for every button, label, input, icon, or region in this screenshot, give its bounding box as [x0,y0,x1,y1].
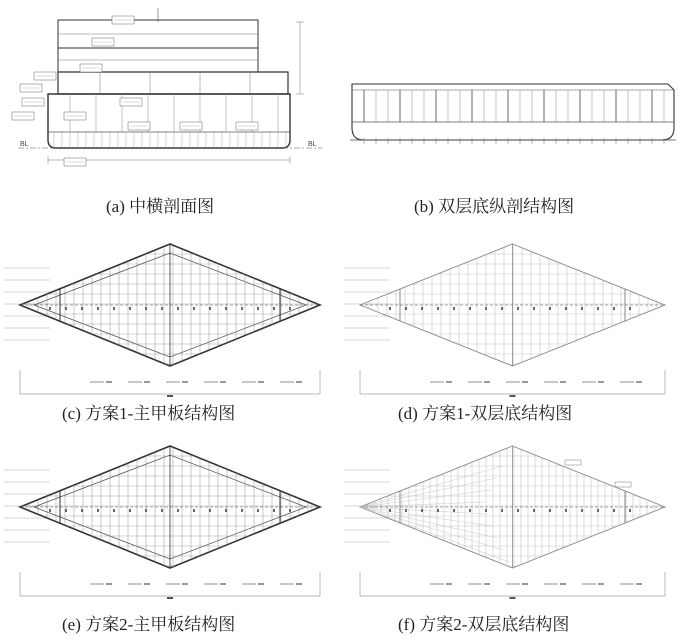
fan-rib [360,507,510,562]
legend-text-mark [220,583,226,585]
marker [501,307,503,310]
panel-d [340,238,685,428]
double-bottom-plan-scheme1 [340,238,685,398]
legend-text-mark [182,583,188,585]
dim-mark [167,395,173,397]
caption-a: (a) 中横剖面图 [106,197,215,216]
marker [549,509,551,512]
marker [453,509,455,512]
marker [581,307,583,310]
marker [225,307,227,310]
marker [193,307,195,310]
legend-text-mark [636,583,642,585]
legend-text-mark [484,381,490,383]
fan-rib [360,507,492,526]
dim-mark [510,597,516,599]
marker [485,307,487,310]
marker [581,509,583,512]
legend-text-mark [598,381,604,383]
marker [49,307,51,310]
legend-text-mark [296,381,302,383]
marker [533,509,535,512]
caption-c: (c) 方案1-主甲板结构图 [62,404,236,423]
marker [241,307,243,310]
marker [65,509,67,512]
marker [405,307,407,310]
marker [289,307,291,310]
marker [273,307,275,310]
marker [97,307,99,310]
legend-text-mark [106,381,112,383]
marker [501,509,503,512]
double-bottom-plan-scheme2 [340,440,685,605]
legend-text-mark [560,381,566,383]
marker [629,307,631,310]
marker [597,307,599,310]
marker [209,509,211,512]
panel-f [340,440,685,640]
plan-group [344,446,665,599]
marker [517,307,519,310]
plan-group [344,244,665,397]
legend-text-mark [258,583,264,585]
panel-e [0,440,340,640]
deck-house [58,72,288,94]
dim-mark [510,395,516,397]
plan-group [4,244,320,397]
marker [565,307,567,310]
legend-text-mark [522,583,528,585]
marker [177,307,179,310]
marker [485,509,487,512]
marker [549,307,551,310]
marker [421,307,423,310]
longitudinal-frames [364,90,664,144]
legend-text-mark [636,381,642,383]
marker [257,307,259,310]
legend-text-mark [220,381,226,383]
legend-text-mark [522,381,528,383]
marker [161,307,163,310]
marker [97,509,99,512]
marker [209,307,211,310]
marker [65,307,67,310]
legend-text-mark [296,583,302,585]
longitudinal-drawing [340,0,685,185]
marker [49,509,51,512]
panel-a [0,0,340,220]
main-deck-plan-scheme1 [0,238,340,398]
dim-mark [167,597,173,599]
marker [613,509,615,512]
caption-b: (b) 双层底纵剖结构图 [414,197,575,216]
marker [289,509,291,512]
marker [225,509,227,512]
marker [81,509,83,512]
caption-e: (e) 方案2-主甲板结构图 [62,615,236,634]
legend-text-mark [144,381,150,383]
marker [453,307,455,310]
marker [421,509,423,512]
legend-text-mark [446,583,452,585]
marker [533,307,535,310]
marker [177,509,179,512]
marker [389,509,391,512]
marker [389,307,391,310]
fan-rib [360,507,504,550]
fan-rib [360,466,503,507]
marker [565,509,567,512]
marker [129,509,131,512]
marker [113,307,115,310]
marker [273,509,275,512]
marker [161,509,163,512]
plan-group [4,446,320,599]
marker [469,307,471,310]
main-deck-plan-scheme2 [0,440,340,605]
legend-text-mark [106,583,112,585]
marker [629,509,631,512]
legend-text-mark [560,583,566,585]
marker [193,509,195,512]
marker [145,307,147,310]
cross-section-drawing [0,0,340,185]
marker [81,307,83,310]
hull-outline [48,94,290,148]
marker [257,509,259,512]
caption-d: (d) 方案1-双层底结构图 [398,404,573,423]
marker [129,307,131,310]
marker [145,509,147,512]
baseline-label-right: BL [308,141,317,148]
marker [597,509,599,512]
fan-rib [360,478,497,507]
legend-text-mark [484,583,490,585]
panel-c [0,238,340,428]
annotation-box [615,482,631,487]
marker [613,307,615,310]
marker [437,509,439,512]
legend-text-mark [144,583,150,585]
marker [469,509,471,512]
marker [241,509,243,512]
legend-text-mark [598,583,604,585]
legend-text-mark [446,381,452,383]
marker [405,509,407,512]
marker [113,509,115,512]
legend-text-mark [182,381,188,383]
marker [437,307,439,310]
baseline-label-left: BL [20,141,29,148]
fan-rib [360,507,498,538]
marker [517,509,519,512]
caption-f: (f) 方案2-双层底结构图 [398,615,570,634]
panel-b [340,0,685,220]
hull-frames [54,94,286,148]
annotation-box [565,460,581,465]
legend-text-mark [258,381,264,383]
